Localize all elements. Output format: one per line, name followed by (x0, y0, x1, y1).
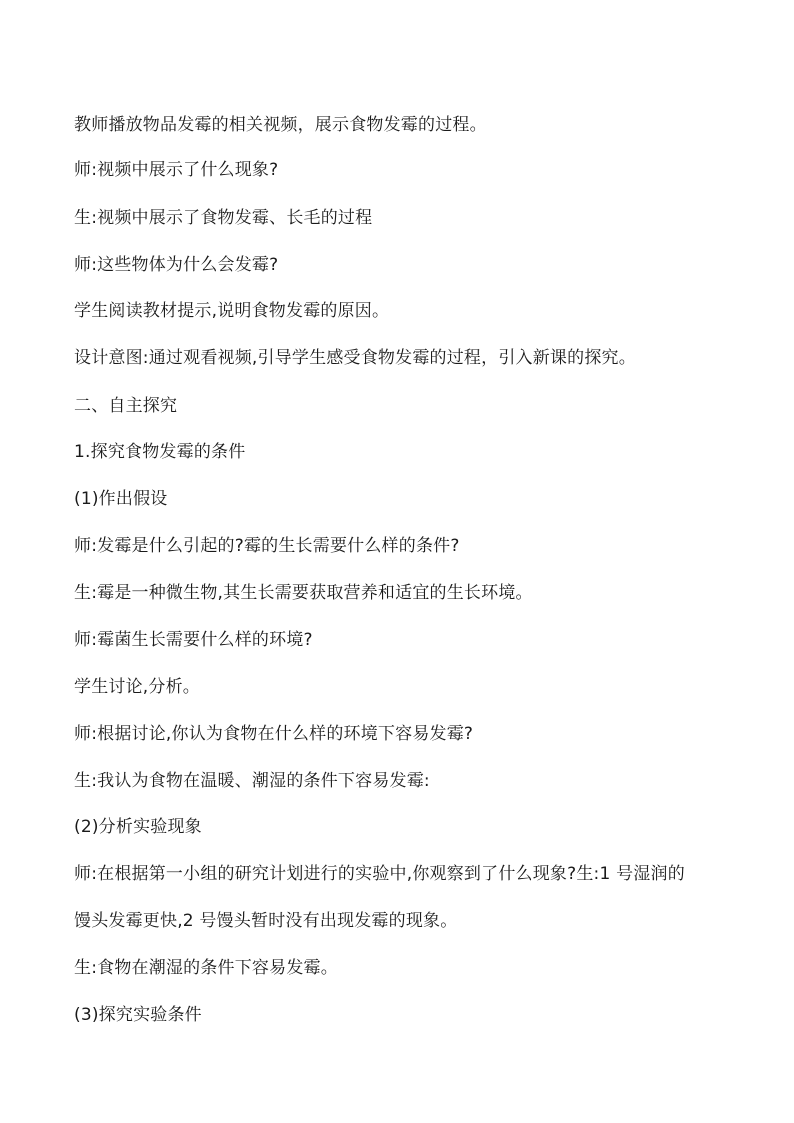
paragraph-line: 师:在根据第一小组的研究计划进行的实验中,你观察到了什么现象?生:1 号湿润的 (74, 864, 685, 884)
paragraph-line: 学生阅读教材提示,说明食物发霉的原因。 (74, 301, 390, 321)
paragraph-line: 师:视频中展示了什么现象? (74, 160, 279, 180)
step-heading: (2)分析实验现象 (74, 817, 202, 837)
paragraph-line: 学生讨论,分析。 (74, 677, 201, 697)
step-heading: (3)探究实验条件 (74, 1005, 202, 1025)
section-heading: 二、自主探究 (74, 396, 178, 416)
subsection-heading: 1.探究食物发霉的条件 (74, 442, 246, 462)
paragraph-line: 师:霉菌生长需要什么样的环境? (74, 630, 313, 650)
paragraph-line: 生:我认为食物在温暖、潮湿的条件下容易发霉: (74, 771, 430, 791)
paragraph-line: 教师播放物品发霉的相关视频，展示食物发霉的过程。 (74, 115, 487, 135)
paragraph-line: 生:霉是一种微生物,其生长需要获取营养和适宜的生长环境。 (74, 583, 533, 603)
paragraph-line: 馒头发霉更快,2 号馒头暂时没有出现发霉的现象。 (74, 911, 458, 931)
paragraph-line: 师:根据讨论,你认为食物在什么样的环境下容易发霉? (74, 724, 474, 744)
paragraph-line: 师:发霉是什么引起的?霉的生长需要什么样的条件? (74, 536, 460, 556)
step-heading: (1)作出假设 (74, 489, 168, 509)
paragraph-line: 生:视频中展示了食物发霉、长毛的过程 (74, 208, 373, 228)
paragraph-line: 师:这些物体为什么会发霉? (74, 255, 279, 275)
paragraph-line: 生:食物在潮湿的条件下容易发霉。 (74, 958, 338, 978)
paragraph-line: 设计意图:通过观看视频,引导学生感受食物发霉的过程，引入新课的探究。 (74, 348, 636, 368)
